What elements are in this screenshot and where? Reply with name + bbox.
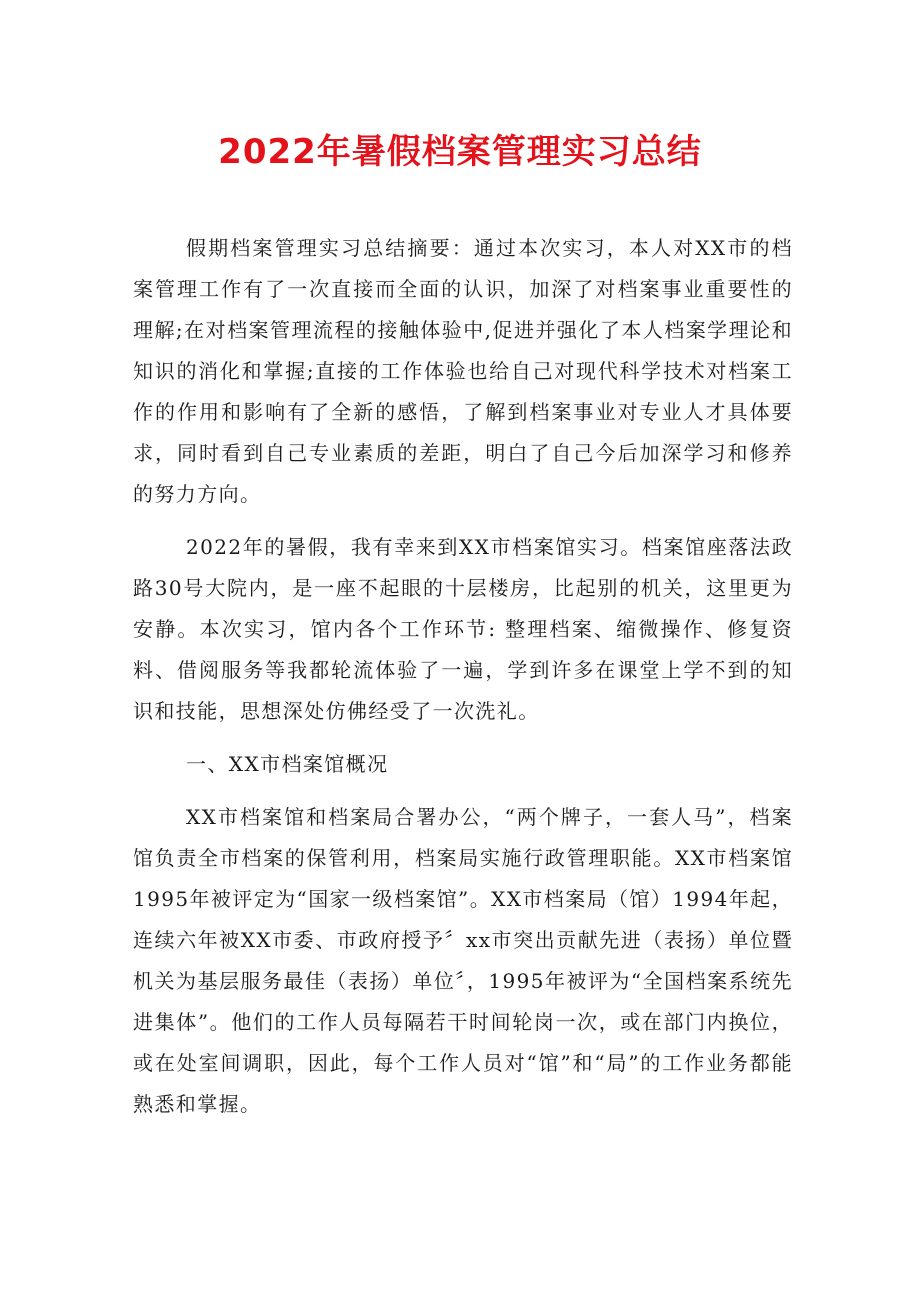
intro-paragraph: 2022年的暑假，我有幸来到XX市档案馆实习。档案馆座落法政路30号大院内，是一座不起眼的十层楼房，比起别的机关，这里更为安静。本次实习，馆内各个工作环节: 整理档案、缩微操作、修复资料、借阅服务等我都轮流体验了一遍，学到许多在课堂上学不到的知识和技能，思想深处仿佛经受了一次洗礼。 <box>133 535 793 723</box>
document-title: 2022年暑假档案管理实习总结 <box>218 132 702 172</box>
overview-paragraph: XX市档案馆和档案局合署办公，“两个牌子，一套人马”，档案馆负责全市档案的保管利用，档案局实施行政管理职能。XX市档案馆1995年被评定为“国家一级档案馆”。XX市档案局（馆）1994年起，连续六年被XX市委、市政府授予〞xx市突出贡献先进（表扬）单位暨机关为基层服务最佳（表扬）单位〞，1995年被评为“全国档案系统先进集体”。他们的工作人员每隔若干时间轮岗一次，或在部门内换位，或在处室间调职，因此，每个工作人员对“馆”和“局”的工作业务都能熟悉和掌握。 <box>133 805 793 1116</box>
document-body <box>133 228 793 1125</box>
summary-paragraph: 假期档案管理实习总结摘要：通过本次实习，本人对XX市的档案管理工作有了一次直接而全面的认识，加深了对档案事业重要性的理解;在对档案管理流程的接触体验中,促进并强化了本人档案学理论和知识的消化和掌握;直接的工作体验也给自己对现代科学技术对档案工作的作用和影响有了全新的感悟，了解到档案事业对专业人才具体要求，同时看到自己专业素质的差距，明白了自己今后加深学习和修养的努力方向。 <box>133 236 793 506</box>
section-heading: 一、XX市档案馆概况 <box>186 752 389 776</box>
